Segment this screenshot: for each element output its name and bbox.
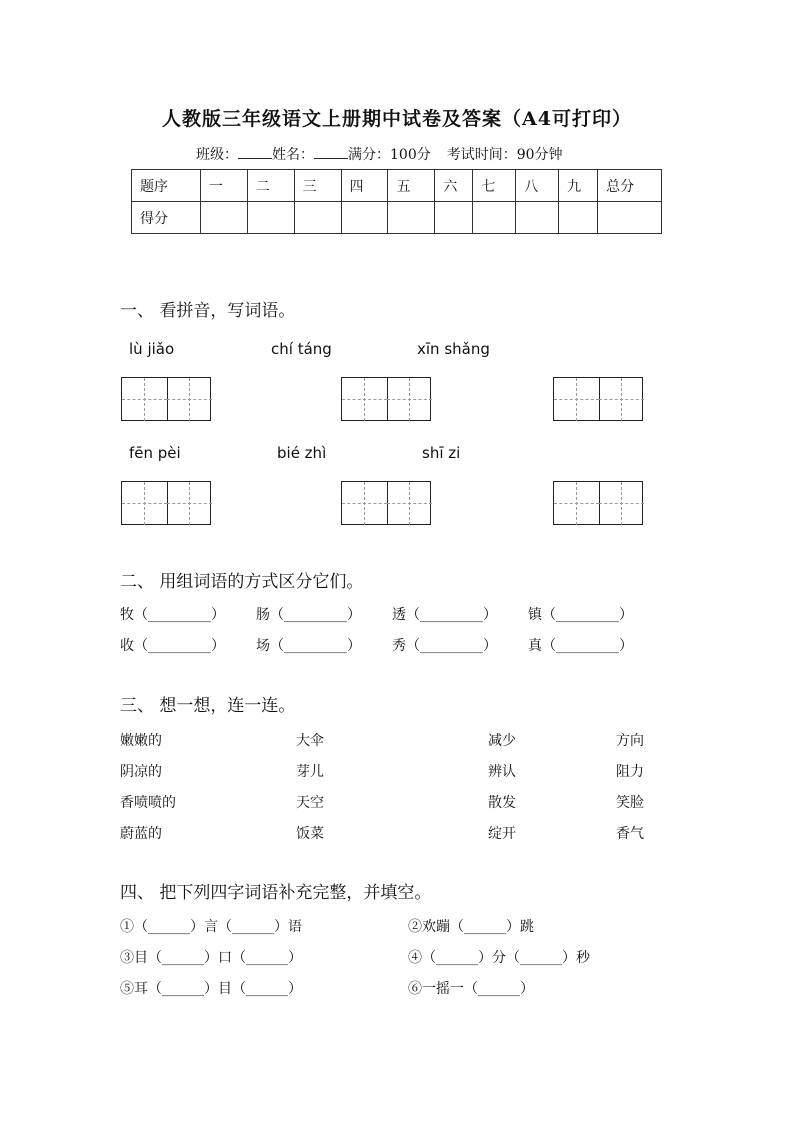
word-item[interactable]: 牧（_________） [120, 607, 225, 623]
idiom-item[interactable]: ⑤耳（______）目（______） [120, 981, 302, 997]
score-header-cell: 题序 [132, 170, 201, 202]
score-cell[interactable] [388, 202, 435, 234]
score-header-cell: 一 [200, 170, 247, 202]
score-header-cell: 四 [341, 170, 388, 202]
word-item[interactable]: 秀（_________） [392, 638, 497, 654]
match-word[interactable]: 减少 [488, 733, 516, 749]
word-item[interactable]: 镇（_________） [528, 607, 633, 623]
writing-grid[interactable] [341, 481, 431, 525]
section1-heading: 一、 看拼音，写词语。 [120, 301, 296, 321]
name-label: 姓名： [272, 147, 314, 163]
word-item[interactable]: 真（_________） [528, 638, 633, 654]
word-item[interactable]: 肠（_________） [256, 607, 361, 623]
score-cell[interactable] [473, 202, 516, 234]
match-word[interactable]: 香喷喷的 [120, 795, 176, 811]
pinyin-label: chí táng [271, 340, 332, 358]
match-word[interactable]: 嫩嫩的 [120, 733, 162, 749]
exam-time: 考试时间：90分钟 [446, 147, 563, 163]
match-word[interactable]: 辨认 [488, 764, 516, 780]
section2-heading: 二、 用组词语的方式区分它们。 [120, 572, 364, 592]
score-cell[interactable] [516, 202, 559, 234]
word-item[interactable]: 透（_________） [392, 607, 497, 623]
pinyin-label: xīn shǎng [417, 340, 490, 358]
writing-grid[interactable] [121, 377, 211, 421]
score-header-cell: 七 [473, 170, 516, 202]
pinyin-label: lù jiǎo [129, 340, 175, 358]
idiom-item[interactable]: ③目（______）口（______） [120, 950, 302, 966]
idiom-item[interactable]: ⑥一摇一（______） [408, 981, 534, 997]
writing-grid[interactable] [553, 377, 643, 421]
writing-grid[interactable] [553, 481, 643, 525]
score-cell[interactable] [435, 202, 473, 234]
score-header-cell: 六 [435, 170, 473, 202]
idiom-item[interactable]: ①（______）言（______）语 [120, 919, 302, 935]
score-row-label: 得分 [132, 202, 201, 234]
score-header-cell: 总分 [598, 170, 662, 202]
match-word[interactable]: 蔚蓝的 [120, 826, 162, 842]
score-value-row [132, 202, 662, 234]
pinyin-label: shī zi [422, 444, 461, 462]
match-word[interactable]: 阴凉的 [120, 764, 162, 780]
section3-heading: 三、 想一想，连一连。 [120, 696, 296, 716]
exam-info [196, 144, 563, 164]
pinyin-label: fēn pèi [129, 444, 181, 462]
writing-grid[interactable] [341, 377, 431, 421]
match-word[interactable]: 饭菜 [296, 826, 324, 842]
match-word[interactable]: 阻力 [616, 764, 644, 780]
score-table [131, 169, 662, 234]
idiom-item[interactable]: ④（______）分（______）秒 [408, 950, 590, 966]
section4-heading: 四、 把下列四字词语补充完整，并填空。 [120, 883, 432, 903]
word-item[interactable]: 场（_________） [256, 638, 361, 654]
class-label: 班级： [196, 147, 238, 163]
match-word[interactable]: 方向 [616, 733, 644, 749]
score-header-cell: 三 [294, 170, 341, 202]
score-header-cell: 五 [388, 170, 435, 202]
score-header-row [132, 170, 662, 202]
name-blank[interactable] [314, 146, 348, 159]
match-word[interactable]: 大伞 [296, 733, 324, 749]
score-cell[interactable] [598, 202, 662, 234]
match-word[interactable]: 散发 [488, 795, 516, 811]
score-header-cell: 九 [559, 170, 598, 202]
score-cell[interactable] [341, 202, 388, 234]
page-title: 人教版三年级语文上册期中试卷及答案（A4可打印） [162, 108, 632, 130]
score-cell[interactable] [559, 202, 598, 234]
match-word[interactable]: 香气 [616, 826, 644, 842]
match-word[interactable]: 天空 [296, 795, 324, 811]
pinyin-label: bié zhì [277, 444, 327, 462]
idiom-item[interactable]: ②欢蹦（______）跳 [408, 919, 534, 935]
writing-grid[interactable] [121, 481, 211, 525]
score-cell[interactable] [294, 202, 341, 234]
score-cell[interactable] [200, 202, 247, 234]
score-header-cell: 二 [247, 170, 294, 202]
word-item[interactable]: 收（_________） [120, 638, 225, 654]
full-score: 满分：100分 [348, 147, 431, 163]
score-cell[interactable] [247, 202, 294, 234]
score-header-cell: 八 [516, 170, 559, 202]
class-blank[interactable] [238, 146, 272, 159]
match-word[interactable]: 芽儿 [296, 764, 324, 780]
match-word[interactable]: 笑脸 [616, 795, 644, 811]
match-word[interactable]: 绽开 [488, 826, 516, 842]
